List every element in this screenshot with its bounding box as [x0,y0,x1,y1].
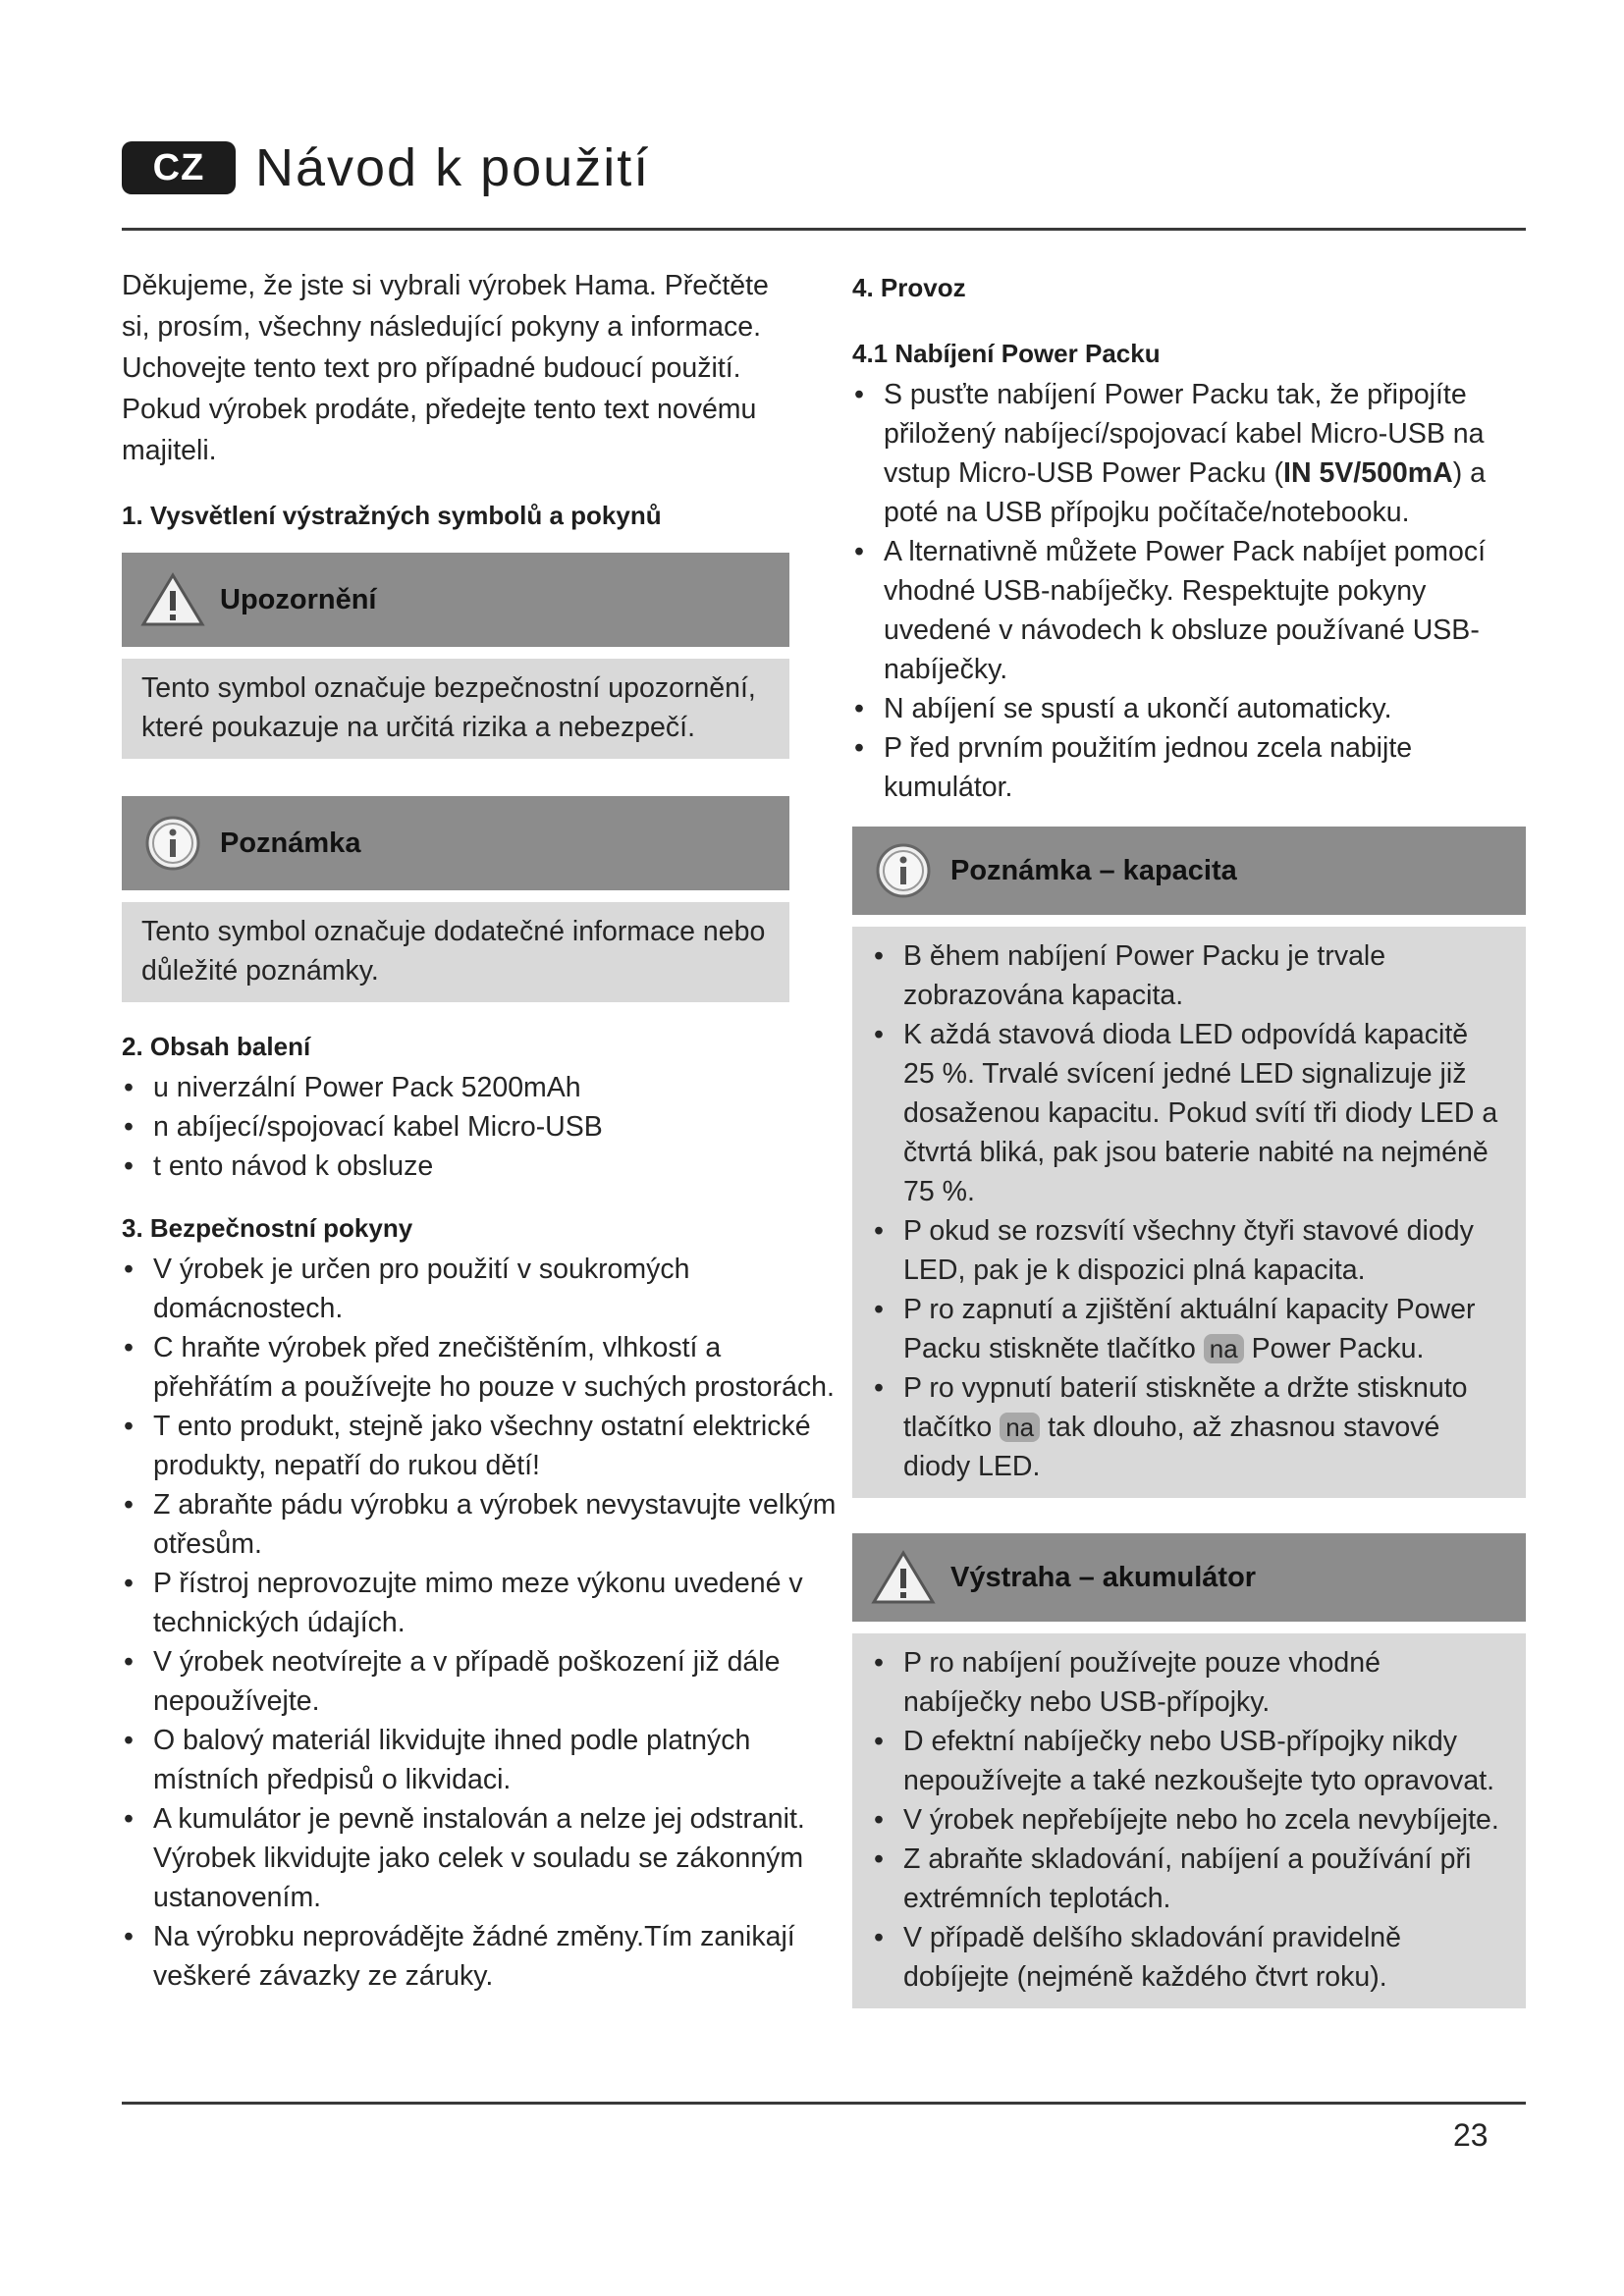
list-item: • P ro vypnutí baterií stiskněte a držte stisknuto tlačítko na tak dlouho, až zhasnou stavové diody LED. [872,1368,1506,1486]
page-number: 23 [1453,2117,1489,2153]
list-item: • P ro nabíjení používejte pouze vhodné nabíječky nebo USB-přípojky. [872,1643,1506,1722]
footer-rule [122,2102,1526,2105]
note-label: Poznámka [220,827,361,859]
charging-list [852,375,1530,807]
safety-list [122,1250,839,1996]
section-4-1-title: 4.1 Nabíjení Power Packu [852,339,1161,368]
battery-warning-list [872,1643,1506,1997]
intro-text: Děkujeme, že jste si vybrali výrobek Hama. Přečtěte si, prosím, všechny následující pokyny a informace. Uchovejte tento text pro případné budoucí použití. Pokud výrobek prodáte, předejte tento text novému majiteli. [122,270,769,466]
list-item: • T ento produkt, stejně jako všechny ostatní elektrické produkty, nepatří do rukou dětí! [122,1407,839,1485]
list-item: • D efektní nabíječky nebo USB-přípojky nikdy nepoužívejte a také nezkoušejte tyto opravovat. [872,1722,1506,1800]
list-item: • Z abraňte pádu výrobku a výrobek nevystavujte velkým otřesům. [122,1485,839,1564]
warning-icon [139,570,206,629]
note-box [122,796,789,1002]
capacity-note-box [852,827,1526,1498]
list-item: • S pusťte nabíjení Power Packu tak, že připojíte přiložený nabíjecí/spojovací kabel Micro-USB na vstup Micro-USB Power Packu (IN 5V/500mA) a poté na USB přípojku počítače/notebooku. [852,375,1530,532]
battery-warning-body [852,1633,1526,2008]
power-button-icon: na [1000,1413,1040,1442]
left-column [122,265,839,1996]
list-item: • C hraňte výrobek před znečištěním, vlhkostí a přehřátím a používejte ho pouze v suchých prostorách. [122,1328,839,1407]
battery-warning-label: Výstraha – akumulátor [950,1561,1257,1593]
list-item: • K aždá stavová dioda LED odpovídá kapacitě 25 %. Trvalé svícení jedné LED signalizuje již dosaženou kapacitu. Pokud svítí tři diody LED a čtvrtá bliká, pak jsou baterie nabité na nejméně 75 %. [872,1015,1506,1211]
list-item: • N abíjení se spustí a ukončí automaticky. [852,689,1530,728]
list-item: • B ěhem nabíjení Power Packu je trvale zobrazována kapacita. [872,936,1506,1015]
note-box-header [122,796,789,890]
list-item: • u niverzální Power Pack 5200mAh [122,1068,839,1107]
warning-text: Tento symbol označuje bezpečnostní upozornění, které poukazuje na určitá rizika a nebezpečí. [122,659,789,759]
warning-box [122,553,789,759]
list-item: • P řístroj neprovozujte mimo meze výkonu uvedené v technických údajích. [122,1564,839,1642]
list-item: • V případě delšího skladování pravidelně dobíjejte (nejméně každého čtvrt roku). [872,1918,1506,1997]
warning-label: Upozornění [220,583,377,615]
capacity-note-label: Poznámka – kapacita [950,854,1237,886]
list-item: • P řed prvním použitím jednou zcela nabijte kumulátor. [852,728,1530,807]
capacity-note-list [872,936,1506,1486]
list-item: • Na výrobku neprovádějte žádné změny.Tím zanikají veškeré závazky ze záruky. [122,1917,839,1996]
list-item: • Z abraňte skladování, nabíjení a používání při extrémních teplotách. [872,1840,1506,1918]
info-icon [870,841,937,900]
list-item: • P okud se rozsvítí všechny čtyři stavové diody LED, pak je k dispozici plná kapacita. [872,1211,1506,1290]
list-item: • P ro zapnutí a zjištění aktuální kapacity Power Packu stiskněte tlačítko na Power Packu. [872,1290,1506,1368]
list-item: • n abíjecí/spojovací kabel Micro-USB [122,1107,839,1147]
list-item: • A kumulátor je pevně instalován a nelze jej odstranit. Výrobek likvidujte jako celek v souladu se zákonným ustanovením. [122,1799,839,1917]
info-icon [139,814,206,873]
section-2-title: 2. Obsah balení [122,1032,311,1061]
section-4-title: 4. Provoz [852,273,966,302]
warning-icon [870,1548,937,1607]
language-badge: CZ [122,141,236,194]
list-item: • V ýrobek nepřebíjejte nebo ho zcela nevybíjejte. [872,1800,1506,1840]
package-contents-list [122,1068,839,1186]
right-column [852,265,1530,2008]
warning-box-header [122,553,789,647]
list-item: • V ýrobek neotvírejte a v případě poškození již dále nepoužívejte. [122,1642,839,1721]
section-1-title: 1. Vysvětlení výstražných symbolů a pokynů [122,501,662,530]
list-item: • O balový materiál likvidujte ihned podle platných místních předpisů o likvidaci. [122,1721,839,1799]
page-header [122,137,650,198]
note-text: Tento symbol označuje dodatečné informace nebo důležité poznámky. [122,902,789,1002]
list-item: • A lternativně můžete Power Pack nabíjet pomocí vhodné USB-nabíječky. Respektujte pokyny uvedené v návodech k obsluze používané USB-nabíječky. [852,532,1530,689]
power-button-icon: na [1204,1334,1244,1363]
section-3-title: 3. Bezpečnostní pokyny [122,1213,413,1243]
battery-warning-box [852,1533,1526,2008]
header-rule [122,228,1526,231]
capacity-note-header [852,827,1526,915]
list-item: • t ento návod k obsluze [122,1147,839,1186]
page-title: Návod k použití [255,138,651,197]
list-item: • V ýrobek je určen pro použití v soukromých domácnostech. [122,1250,839,1328]
battery-warning-header [852,1533,1526,1622]
capacity-note-body [852,927,1526,1498]
